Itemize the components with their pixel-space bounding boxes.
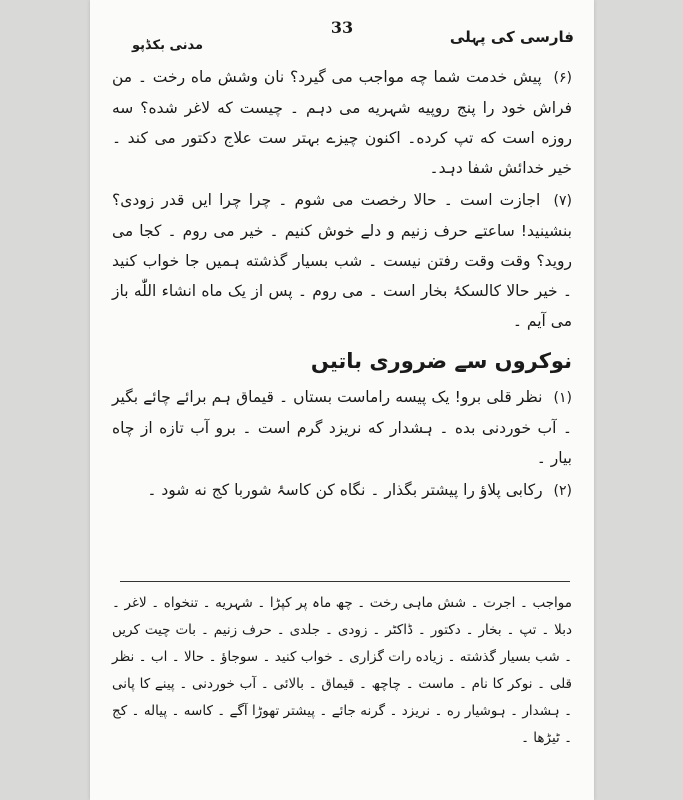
section-heading: نوکروں سے ضروری باتیں	[310, 349, 572, 373]
glossary-footnotes: مواجب ۔ اجرت ۔ شش ماہی رخت ۔ چھ ماہ پر کپڑا ۔ شہریه ۔ تنخواه ۔ لاغر ۔ دبلا ۔ تپ ۔ بخار ۔ دکتور ۔ ڈاکٹر ۔ زودی ۔ جلدی ۔ حرف زنیم ۔ بات چیت کریں ۔ شب بسیار گذشته ۔ زیاده رات گزاری ۔ خواب کنید ۔ سوجاؤ ۔ حالا ۔ اب ۔ نظر قلی ۔ نوکر کا نام ۔ ماست ۔ چاچھ ۔ قیماق ۔ بالائی ۔ آب خوردنی ۔ پینے کا پانی ۔ ہشدار ۔ ہوشیار ره ۔ نریزد ۔ گرنه جائے ۔ پیشتر تھوڑا آگے ۔ کاسه ۔ پیاله ۔ کج ۔ ٹیڑھا ۔	[112, 595, 572, 746]
main-text	[112, 62, 572, 508]
section-item-2	[112, 475, 572, 506]
paragraph-number: (۶)	[553, 70, 572, 86]
paragraph-number: (۷)	[553, 193, 572, 209]
item-text: رکابی پلاؤ را پیشتر بگذار ۔ نگاه کن کاسۂ شوربا کج نه شود ۔	[147, 481, 543, 499]
section-item-1	[112, 382, 572, 473]
paragraph-6	[112, 62, 572, 183]
page-header	[110, 14, 574, 54]
paragraph-7	[112, 185, 572, 336]
book-title: فارسی کی پہلی	[449, 28, 574, 46]
paragraph-text: پیش خدمت شما چه مواجب می گیرد؟ نان وشش ماه رخت ۔ من فراش خود را پنج روپیه شہریه می دہم ۔ چیست که لاغر شده؟ سه روزه است که تپ کرده۔ اکنون چیزے بہتر ست علاج دکتور می کند ۔ خیر خدائش شفا دہد۔	[112, 68, 572, 177]
publisher-name: مدنی بکڈپو	[132, 38, 204, 53]
paragraph-text: اجازت است ۔ حالا رخصت می شوم ۔ چرا چرا ایں قدر زودی؟ بنشینید! ساعتے حرف زنیم و دلے خوش کنیم ۔ خیر می روم ۔ کجا می روید؟ وقت وقت رفتن نیست ۔ شب بسیار گذشته ہمیں جا خواب کنید ۔ خیر حالا کالسکۂ بخار است ۔ می روم ۔ پس از یک ماه انشاء اللّٰه باز می آیم ۔	[112, 191, 572, 330]
page-number: 33	[330, 18, 354, 37]
item-number: (۱)	[553, 390, 572, 406]
item-text: نظر قلی برو! یک پیسه راماست بستاں ۔ قیماق ہم برائے چائے بگیر ۔ آب خوردنی بده ۔ ہشدار که نریزد گرم است ۔ برو آب تازه از چاه بیار ۔	[112, 388, 572, 467]
footnote-divider	[120, 581, 570, 582]
item-number: (۲)	[553, 483, 572, 499]
book-page	[90, 0, 594, 800]
